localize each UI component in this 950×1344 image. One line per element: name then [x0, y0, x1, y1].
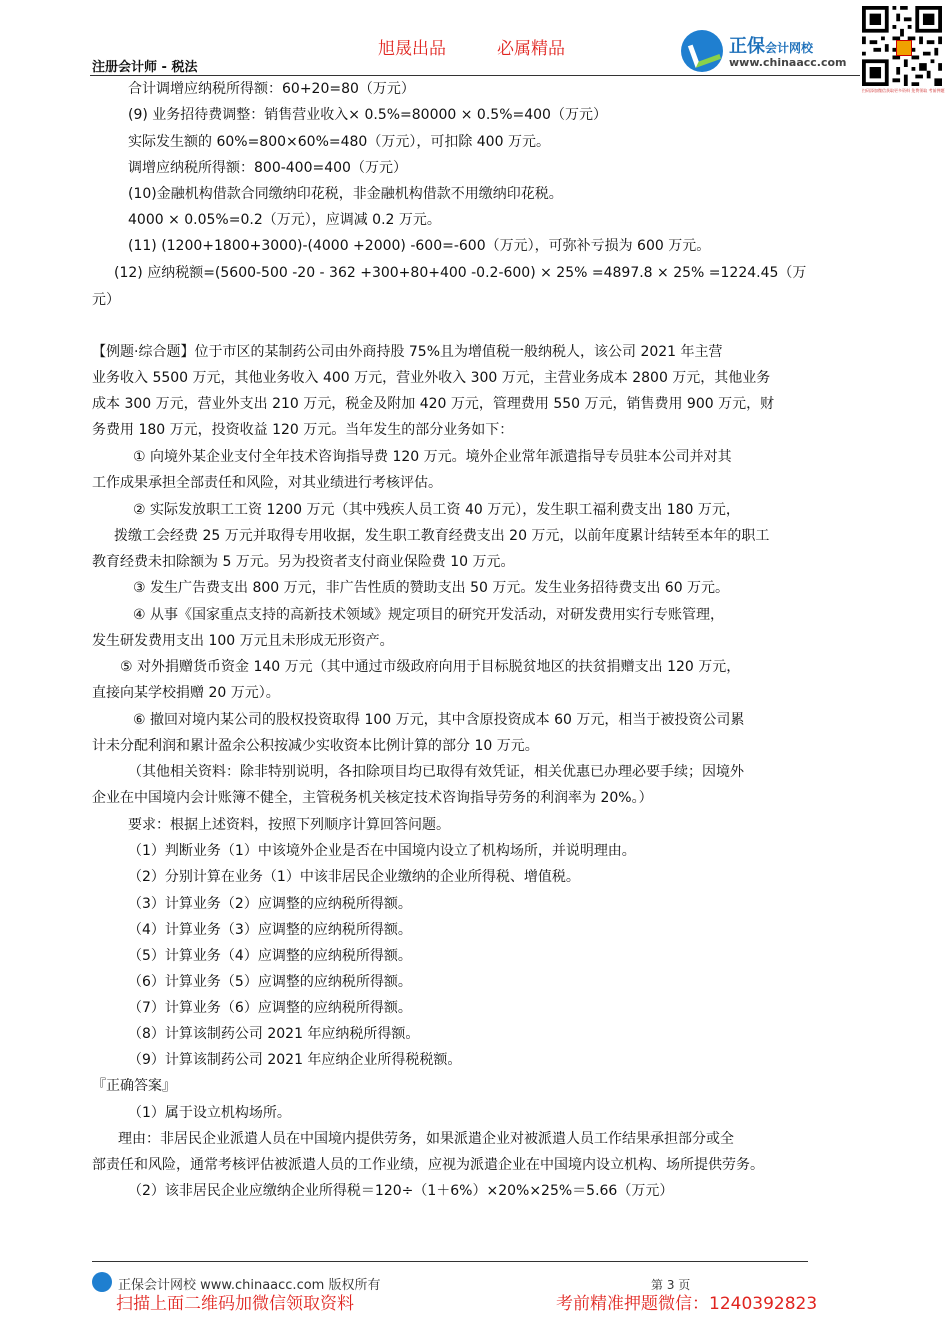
body-line: (10)金融机构借款合同缴纳印花税，非金融机构借款不用缴纳印花税。	[128, 186, 563, 202]
body-line: 拨缴工会经费 25 万元并取得专用收据，发生职工教育经费支出 20 万元，以前年度累计结转至本年的职工	[114, 528, 770, 544]
footer-promo-right: 考前精准押题微信：1240392823	[556, 1294, 818, 1314]
body-line: ④ 从事《国家重点支持的高新技术领域》规定项目的研究开发活动，对研发费用实行专账管理，	[133, 607, 724, 623]
body-line: （9）计算该制药公司 2021 年应纳企业所得税税额。	[128, 1052, 462, 1068]
body-line: (9) 业务招待费调整：销售营业收入× 0.5%=80000 × 0.5%=400（万元）	[128, 107, 607, 123]
body-line: （1）判断业务（1）中该境外企业是否在中国境内设立了机构场所，并说明理由。	[128, 843, 636, 859]
body-line: 直接向某学校捐赠 20 万元）。	[92, 685, 280, 701]
logo-url: www.chinaacc.com	[729, 56, 847, 69]
footer-promo-left: 扫描上面二维码加微信领取资料	[116, 1294, 354, 1314]
page-number: 第 3 页	[651, 1278, 691, 1292]
body-line: (11) (1200+1800+3000)-(4000 +2000) -600=-600（万元），可弥补亏损为 600 万元。	[128, 238, 711, 254]
body-line: 企业在中国境内会计账簿不健全，主管税务机关核定技术咨询指导劳务的利润率为 20%。）	[92, 790, 653, 806]
logo-brand-text: 正保会计网校	[729, 36, 814, 57]
body-line: 实际发生额的 60%=800×60%=480（万元），可扣除 400 万元。	[128, 134, 550, 150]
body-line: 元）	[92, 292, 120, 308]
body-line: 4000 × 0.05%=0.2（万元），应调减 0.2 万元。	[128, 212, 441, 228]
body-line: ⑥ 撤回对境内某公司的股权投资取得 100 万元，其中含原投资成本 60 万元，相当于被投资公司累	[133, 712, 745, 728]
body-line: 理由：非居民企业派遣人员在中国境内提供劳务，如果派遣企业对被派遣人员工作结果承担部分或全	[118, 1131, 734, 1147]
body-line: （7）计算业务（6）应调整的应纳税所得额。	[128, 1000, 412, 1016]
body-line: 计未分配利润和累计盈余公积按减少实收资本比例计算的部分 10 万元。	[92, 738, 539, 754]
body-line: （4）计算业务（3）应调整的应纳税所得额。	[128, 922, 412, 938]
footer-site-text: 正保会计网校 www.chinaacc.com 版权所有	[118, 1278, 381, 1293]
header-stamp-right: 必属精品	[497, 39, 565, 59]
body-line: 教育经费未扣除额为 5 万元。另为投资者支付商业保险费 10 万元。	[92, 554, 515, 570]
body-line: 成本 300 万元，营业外支出 210 万元，税金及附加 420 万元，管理费用 550 万元，销售费用 900 万元，财	[92, 396, 775, 412]
body-line: （5）计算业务（4）应调整的应纳税所得额。	[128, 948, 412, 964]
body-line: （其他相关资料：除非特别说明，各扣除项目均已取得有效凭证，相关优惠已办理必要手续；因境外	[128, 764, 744, 780]
body-line: 务费用 180 万元，投资收益 120 万元。当年发生的部分业务如下：	[92, 422, 514, 438]
body-line: （2）该非居民企业应缴纳企业所得税＝120÷（1＋6%）×20%×25%＝5.66（万元）	[128, 1183, 674, 1199]
body-line: （1）属于设立机构场所。	[128, 1105, 291, 1121]
body-line: ② 实际发放职工工资 1200 万元（其中残疾人员工资 40 万元），发生职工福利费支出 180 万元，	[133, 502, 740, 518]
body-line: 【例题·综合题】位于市区的某制药公司由外商持股 75%且为增值税一般纳税人，该公司 2021 年主营	[92, 344, 723, 360]
body-line: 发生研发费用支出 100 万元且未形成无形资产。	[92, 633, 394, 649]
body-line: （8）计算该制药公司 2021 年应纳税所得额。	[128, 1026, 420, 1042]
body-line: ⑤ 对外捐赠货币资金 140 万元（其中通过市级政府向用于目标脱贫地区的扶贫捐赠支出 120 万元，	[120, 659, 741, 675]
footer-logo-icon	[92, 1272, 112, 1292]
body-line: （3）计算业务（2）应调整的应纳税所得额。	[128, 896, 412, 912]
body-line: 『正确答案』	[92, 1078, 176, 1094]
body-line: 业务收入 5500 万元，其他业务收入 400 万元，营业外收入 300 万元，主营业务成本 2800 万元，其他业务	[92, 370, 771, 386]
doc-title: 注册会计师 - 税法	[92, 60, 198, 75]
body-line: 要求：根据上述资料，按照下列顺序计算回答问题。	[128, 817, 450, 833]
body-line: 部责任和风险，通常考核评估被派遣人员的工作业绩，应视为派遣企业在中国境内设立机构、场所提供劳务。	[92, 1157, 764, 1173]
body-line: （6）计算业务（5）应调整的应纳税所得额。	[128, 974, 412, 990]
body-line: 调增应纳税所得额：800-400=400（万元）	[128, 160, 407, 176]
body-line: ① 向境外某企业支付全年技术咨询指导费 120 万元。境外企业常年派遣指导专员驻本公司并对其	[133, 449, 732, 465]
body-line: (12) 应纳税额=(5600-500 -20 - 362 +300+80+400 -0.2-600) × 25% =4897.8 × 25% =1224.45（万	[114, 265, 807, 281]
footer-divider	[92, 1261, 808, 1262]
body-line: 工作成果承担全部责任和风险，对其业绩进行考核评估。	[92, 475, 442, 491]
header-stamp-left: 旭晟出品	[378, 39, 446, 59]
body-line: （2）分别计算在业务（1）中该非居民企业缴纳的企业所得税、增值税。	[128, 869, 580, 885]
qr-caption: 扫码添加微信获取更多资料 免费领取 考前押题	[862, 88, 945, 93]
body-line: 合计调增应纳税所得额：60+20=80（万元）	[128, 81, 415, 97]
body-line: ③ 发生广告费支出 800 万元，非广告性质的赞助支出 50 万元。发生业务招待费支出 60 万元。	[133, 580, 730, 596]
